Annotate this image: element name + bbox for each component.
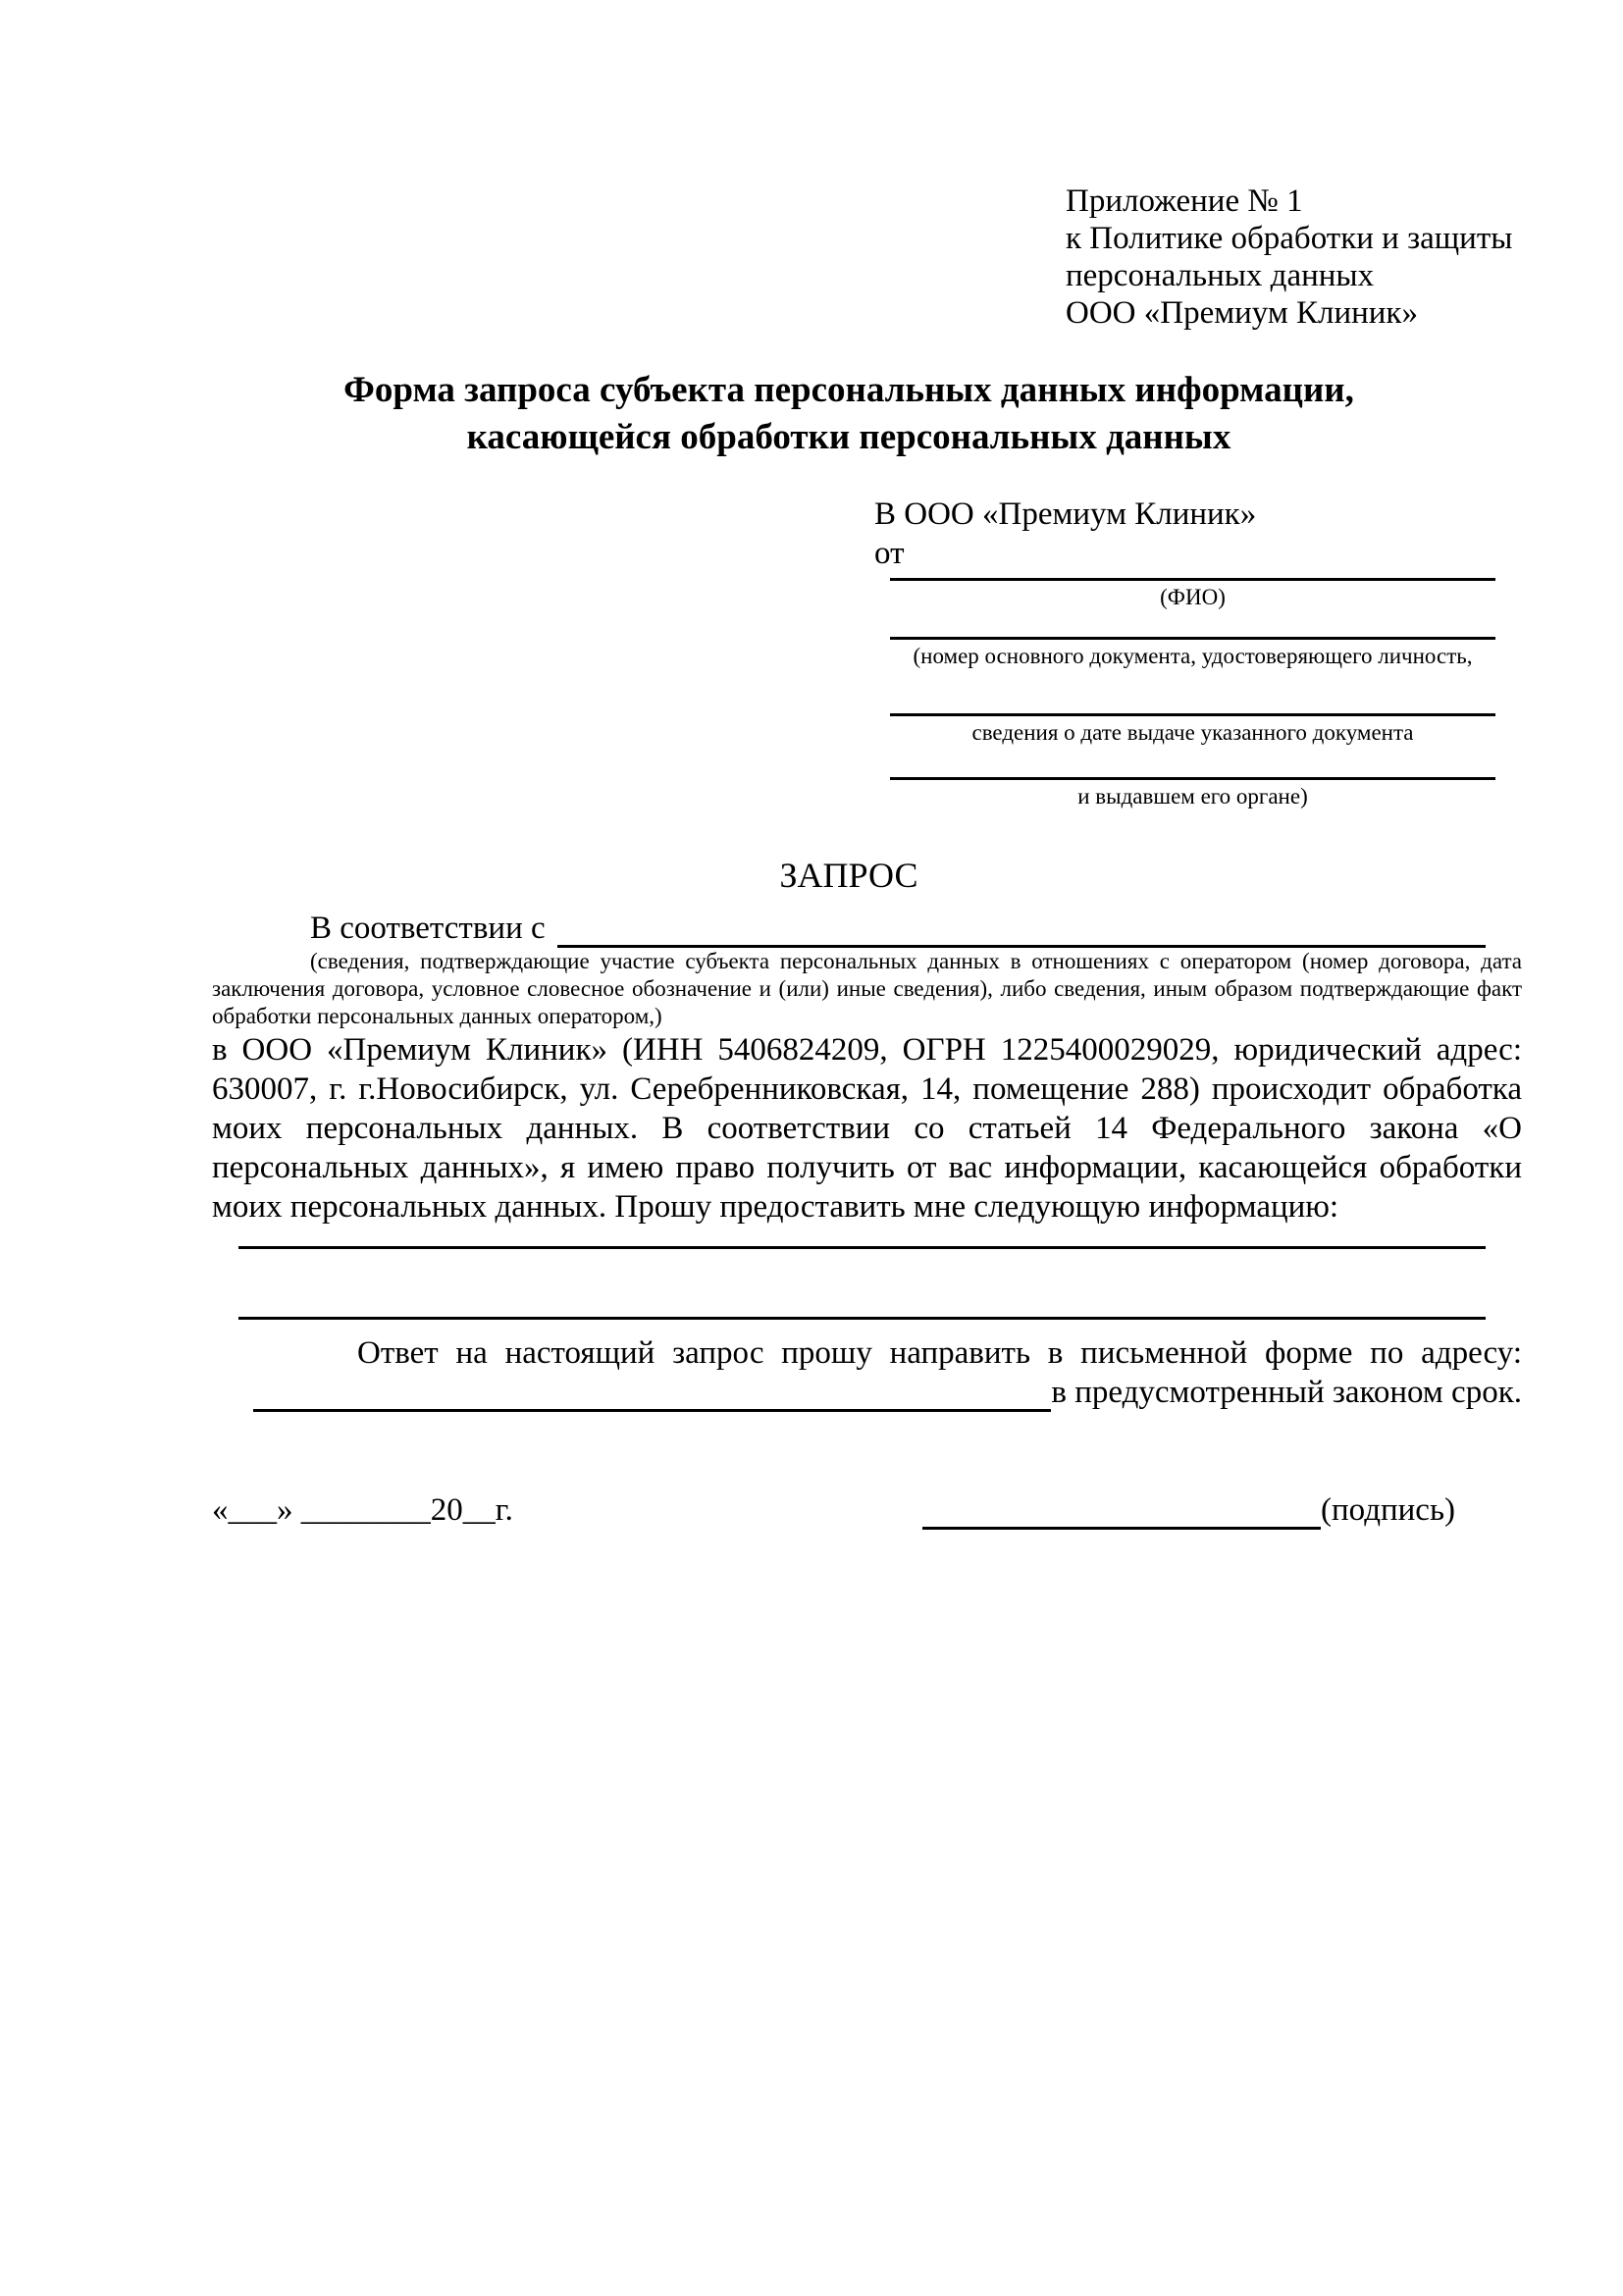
signature-group bbox=[922, 1490, 1455, 1530]
basis-fill-line bbox=[557, 913, 1486, 948]
fill-line-fio bbox=[890, 573, 1495, 581]
appendix-line: к Политике обработки и защиты bbox=[1066, 221, 1513, 256]
appendix-line: персональных данных bbox=[1066, 258, 1375, 293]
addressee-block bbox=[874, 495, 1623, 573]
request-heading: ЗАПРОС bbox=[779, 856, 918, 895]
document-title bbox=[212, 367, 1486, 461]
answer-blank-line-1 bbox=[238, 1246, 1486, 1249]
fill-line-issuing-authority bbox=[890, 747, 1495, 780]
issuing-authority-caption: и выдавшем его органе) bbox=[1077, 784, 1308, 809]
request-body: в ООО «Премиум Клиник» (ИНН 5406824209, ОГРН 1225400029029, юридический адрес: 630007, г. г.Новосибирск, ул. Серебренниковская, 14, помещение 288) происходит обработка моих персональных данных. В соответствии со статьей 14 Федерального закона «О персональных данных», я имею право получить от вас информации, касающейся обработки моих персональных данных. Прошу предоставить мне следующую информацию: bbox=[212, 1032, 1522, 1225]
fill-line-document-number bbox=[890, 611, 1495, 640]
signature-caption: (подпись) bbox=[1321, 1492, 1455, 1528]
reply-tail-text: в предусмотренный законом срок. bbox=[1051, 1375, 1522, 1410]
appendix-line: ООО «Премиум Клиник» bbox=[1066, 295, 1418, 331]
addressee-from: от bbox=[874, 536, 905, 571]
document-title-line: касающейся обработки персональных данных bbox=[466, 417, 1231, 457]
appendix-block bbox=[1066, 0, 1623, 332]
reply-address-row bbox=[253, 1373, 1522, 1412]
reply-address-fill-line bbox=[253, 1377, 1051, 1412]
document-number-caption: (номер основного документа, удостоверяющего личность, bbox=[913, 644, 1473, 668]
fio-caption: (ФИО) bbox=[1160, 585, 1226, 609]
footer-row bbox=[212, 1490, 1455, 1530]
basis-note: (сведения, подтверждающие участие субъекта персональных данных в отношениях с оператором (номер договора, дата заключения договора, условное словесное обозначение и (или) иные сведения), либо сведения, иным образом подтверждающие факт обработки персональных данных оператором,) bbox=[212, 949, 1522, 1028]
signature-fill-line bbox=[922, 1494, 1321, 1530]
addressee-to: В ООО «Премиум Клиник» bbox=[874, 496, 1257, 532]
reply-request-text: Ответ на настоящий запрос прошу направить в письменной форме по адресу: bbox=[357, 1335, 1522, 1371]
basis-row bbox=[310, 909, 1486, 948]
identity-fields-block bbox=[890, 573, 1495, 810]
date-blank: «___» ________20__г. bbox=[212, 1492, 513, 1528]
fill-line-issue-date bbox=[890, 670, 1495, 716]
appendix-line: Приложение № 1 bbox=[1066, 183, 1303, 219]
answer-blank-line-2 bbox=[238, 1317, 1486, 1320]
issue-date-caption: сведения о дате выдаче указанного документа bbox=[971, 720, 1414, 745]
document-title-line: Форма запроса субъекта персональных данных информации, bbox=[343, 370, 1354, 410]
basis-label: В соответствии с bbox=[310, 911, 546, 946]
